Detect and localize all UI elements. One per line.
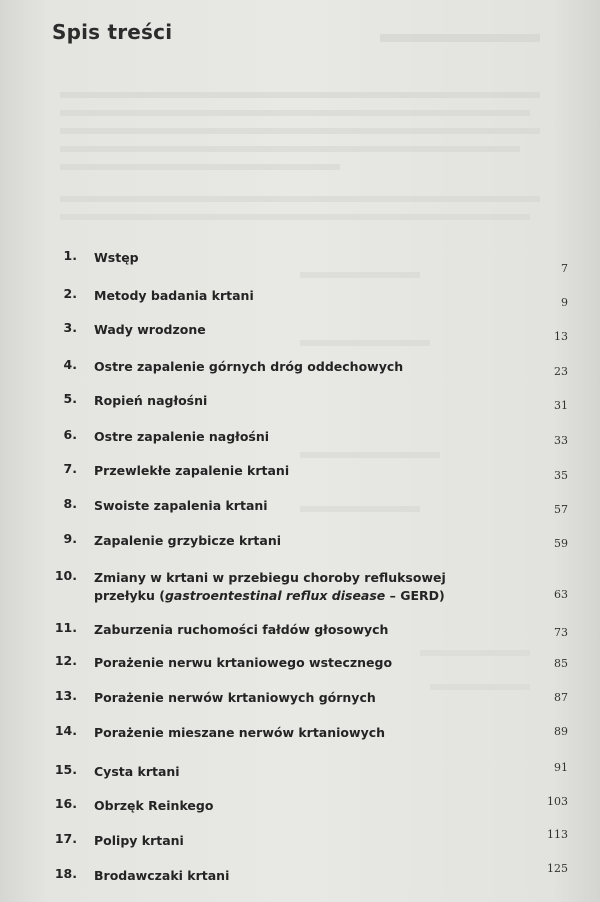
toc-entry-page: 103 (547, 795, 568, 808)
toc-entry-title-line-1: Zmiany w krtani w przebiegu choroby refluksowej (94, 570, 446, 585)
toc-entry-title: Metody badania krtani (94, 288, 254, 303)
bleed-through (60, 164, 340, 170)
bleed-through (430, 684, 530, 690)
toc-entry-page: 113 (547, 828, 568, 841)
toc-entry-title: Ostre zapalenie nagłośni (94, 429, 270, 444)
toc-entry-title-line-2 (94, 586, 445, 606)
toc-entry-title: Przewlekłe zapalenie krtani (94, 463, 290, 478)
bleed-through (60, 110, 530, 116)
toc-entry-page: 35 (554, 469, 568, 482)
toc-entry-number: 2. (63, 286, 77, 301)
toc-entry-page: 63 (554, 588, 568, 601)
bleed-through (60, 146, 520, 152)
bleed-through (60, 92, 540, 98)
toc-entry-number: 4. (63, 357, 77, 372)
toc-entry-title-prefix: przełyku ( (94, 588, 165, 603)
toc-entry-title: Cysta krtani (94, 764, 180, 779)
bleed-through (60, 214, 530, 220)
bleed-through (420, 650, 530, 656)
toc-entry-number: 18. (54, 866, 77, 881)
toc-entry-page: 89 (554, 725, 568, 738)
page-title: Spis treści (52, 20, 173, 44)
toc-entry-page: 91 (554, 761, 568, 774)
toc-entry-number: 3. (63, 320, 77, 335)
toc-entry-page: 85 (554, 657, 568, 670)
toc-entry-title: Wady wrodzone (94, 322, 206, 337)
toc-entry-page: 31 (554, 399, 568, 412)
toc-entry-title: Zaburzenia ruchomości fałdów głosowych (94, 622, 389, 637)
toc-entry-page: 13 (554, 330, 568, 343)
toc-entry-page: 7 (561, 262, 568, 275)
toc-entry-number: 1. (63, 248, 77, 263)
toc-entry-title: Obrzęk Reinkego (94, 798, 214, 813)
toc-entry-number: 7. (63, 461, 77, 476)
toc-entry-page: 59 (554, 537, 568, 550)
bleed-through (300, 506, 420, 512)
toc-entry-title: Ostre zapalenie górnych dróg oddechowych (94, 359, 404, 374)
toc-entry-number: 11. (54, 620, 77, 635)
bleed-through (300, 272, 420, 278)
toc-entry-title: Ropień nagłośni (94, 393, 208, 408)
toc-entry-number: 9. (63, 531, 77, 546)
toc-entry-title-suffix: – GERD) (385, 588, 445, 603)
bleed-through (60, 196, 540, 202)
toc-entry-title: Porażenie mieszane nerwów krtaniowych (94, 725, 386, 740)
toc-entry-number: 17. (54, 831, 77, 846)
toc-entry-page: 73 (554, 626, 568, 639)
bleed-through (60, 128, 540, 134)
toc-entry-number: 10. (54, 568, 77, 583)
toc-entry-page: 87 (554, 691, 568, 704)
toc-entry-title: Zapalenie grzybicze krtani (94, 533, 282, 548)
toc-entry-number: 6. (63, 427, 77, 442)
bleed-through (380, 34, 540, 42)
toc-entry-title: Brodawczaki krtani (94, 868, 230, 883)
toc-entry-page: 57 (554, 503, 568, 516)
toc-entry-number: 14. (54, 723, 77, 738)
toc-entry-title: Porażenie nerwów krtaniowych górnych (94, 690, 376, 705)
toc-entry-page: 9 (561, 296, 568, 309)
bleed-through (300, 452, 440, 458)
toc-entry-title: Swoiste zapalenia krtani (94, 498, 268, 513)
toc-entry-page: 125 (547, 862, 568, 875)
toc-entry-title-latin: gastroentestinal reflux disease (164, 588, 386, 603)
toc-entry-title: Porażenie nerwu krtaniowego wstecznego (94, 655, 393, 670)
toc-entry-title: Wstęp (94, 250, 139, 265)
toc-entry-number: 15. (54, 762, 77, 777)
toc-entry-number: 5. (63, 391, 77, 406)
toc-entry-page: 23 (554, 365, 568, 378)
toc-entry-title: Polipy krtani (94, 833, 184, 848)
bleed-through (300, 340, 430, 346)
toc-entry-page: 33 (554, 434, 568, 447)
toc-entry-number: 12. (54, 653, 77, 668)
toc-entry-number: 13. (54, 688, 77, 703)
toc-entry-number: 8. (63, 496, 77, 511)
toc-entry-number: 16. (54, 796, 77, 811)
